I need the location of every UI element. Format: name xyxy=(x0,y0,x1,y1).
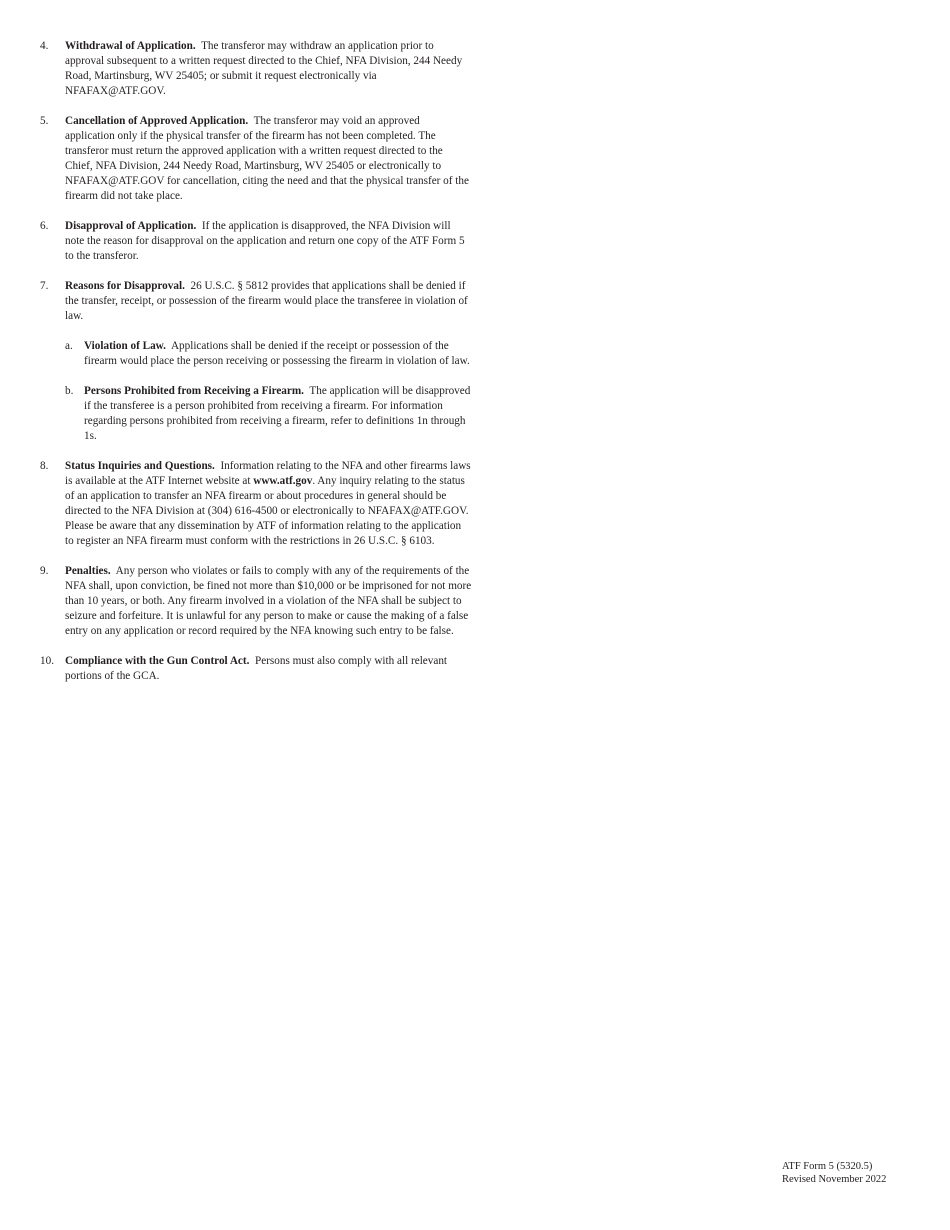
item-text: The transferor may withdraw an application prior to approval subsequent to a written request directed to the Chief, NFA Division, 244 Needy Road, Martinsburg, WV 25405; or submit it request electronically via NFAFAX@ATF.GOV. xyxy=(65,40,463,97)
item-title: Reasons for Disapproval. xyxy=(65,280,185,292)
item-number: 4. xyxy=(40,40,49,52)
item-number: 10. xyxy=(40,655,54,667)
item-text: The transferor may void an approved application only if the physical transfer of the firearm has not been completed. The transferor must return the approved application with a written request directed to the Chief, NFA Division, 244 Needy Road, Martinsburg, WV 25405 or electronically to NFAFAX@ATF.GOV for cancellation, citing the need and that the physical transfer of the firearm did not take place. xyxy=(65,115,469,202)
subitem-letter: a. xyxy=(65,340,73,352)
item-text: Information relating to the NFA and other firearms laws is available at the ATF Internet website at xyxy=(65,460,471,487)
item-title: Compliance with the Gun Control Act. xyxy=(65,655,250,667)
item-number: 9. xyxy=(40,565,49,577)
item-text-continued: . Any inquiry relating to the status of an application to transfer an NFA firearm or about procedures in general should be directed to the NFA Division at (304) 616-4500 or electronically to NFAFAX@ATF.GOV. Please be aware that any dissemination by ATF of information relating to the application to register an NFA firearm must conform with the restrictions in 26 U.S.C. § 6103. xyxy=(65,475,469,547)
item-text: If the application is disapproved, the NFA Division will note the reason for disapproval on the application and return one copy of the ATF Form 5 to the transferor. xyxy=(65,220,465,262)
item-number: 6. xyxy=(40,220,49,232)
item-withdrawal xyxy=(40,39,472,99)
instructions-body xyxy=(40,39,472,699)
subitem-letter: b. xyxy=(65,385,74,397)
item-title: Status Inquiries and Questions. xyxy=(65,460,215,472)
item-gun-control-act xyxy=(40,654,472,684)
item-penalties xyxy=(40,564,472,639)
item-title: Disapproval of Application. xyxy=(65,220,197,232)
form-id: ATF Form 5 (5320.5) xyxy=(782,1161,873,1172)
item-status-inquiries xyxy=(40,459,472,549)
item-disapproval xyxy=(40,219,472,264)
atf-website-link[interactable]: www.atf.gov xyxy=(253,475,313,487)
subitem-violation-of-law xyxy=(40,339,472,369)
item-number: 5. xyxy=(40,115,49,127)
item-reasons-for-disapproval xyxy=(40,279,472,324)
subitem-title: Violation of Law. xyxy=(84,340,166,352)
item-text: 26 U.S.C. § 5812 provides that applications shall be denied if the transfer, receipt, or possession of the firearm would place the transferee in violation of law. xyxy=(65,280,468,322)
subitem-title: Persons Prohibited from Receiving a Firearm. xyxy=(84,385,304,397)
item-text: Any person who violates or fails to comply with any of the requirements of the NFA shall, upon conviction, be fined not more than $10,000 or be imprisoned for not more than 10 years, or both. Any firearm involved in a violation of the NFA shall be subject to seizure and forfeiture. It is unlawful for any person to make or cause the making of a false entry on any application or record required by the NFA knowing such entry to be false. xyxy=(65,565,472,637)
subitem-text: Applications shall be denied if the receipt or possession of the firearm would place the person receiving or possessing the firearm in violation of law. xyxy=(84,340,470,367)
form-footer xyxy=(782,1161,886,1186)
item-number: 7. xyxy=(40,280,49,292)
subitem-persons-prohibited xyxy=(40,384,472,444)
item-text: Persons must also comply with all relevant portions of the GCA. xyxy=(65,655,448,682)
item-cancellation xyxy=(40,114,472,204)
revision-date: Revised November 2022 xyxy=(782,1173,887,1185)
item-title: Penalties. xyxy=(65,565,111,577)
item-title: Cancellation of Approved Application. xyxy=(65,115,249,127)
subitem-text: The application will be disapproved if the transferee is a person prohibited from receiving a firearm. For information regarding persons prohibited from receiving a firearm, refer to definitions 1n through 1s. xyxy=(84,385,471,442)
item-title: Withdrawal of Application. xyxy=(65,40,196,52)
item-number: 8. xyxy=(40,460,49,472)
